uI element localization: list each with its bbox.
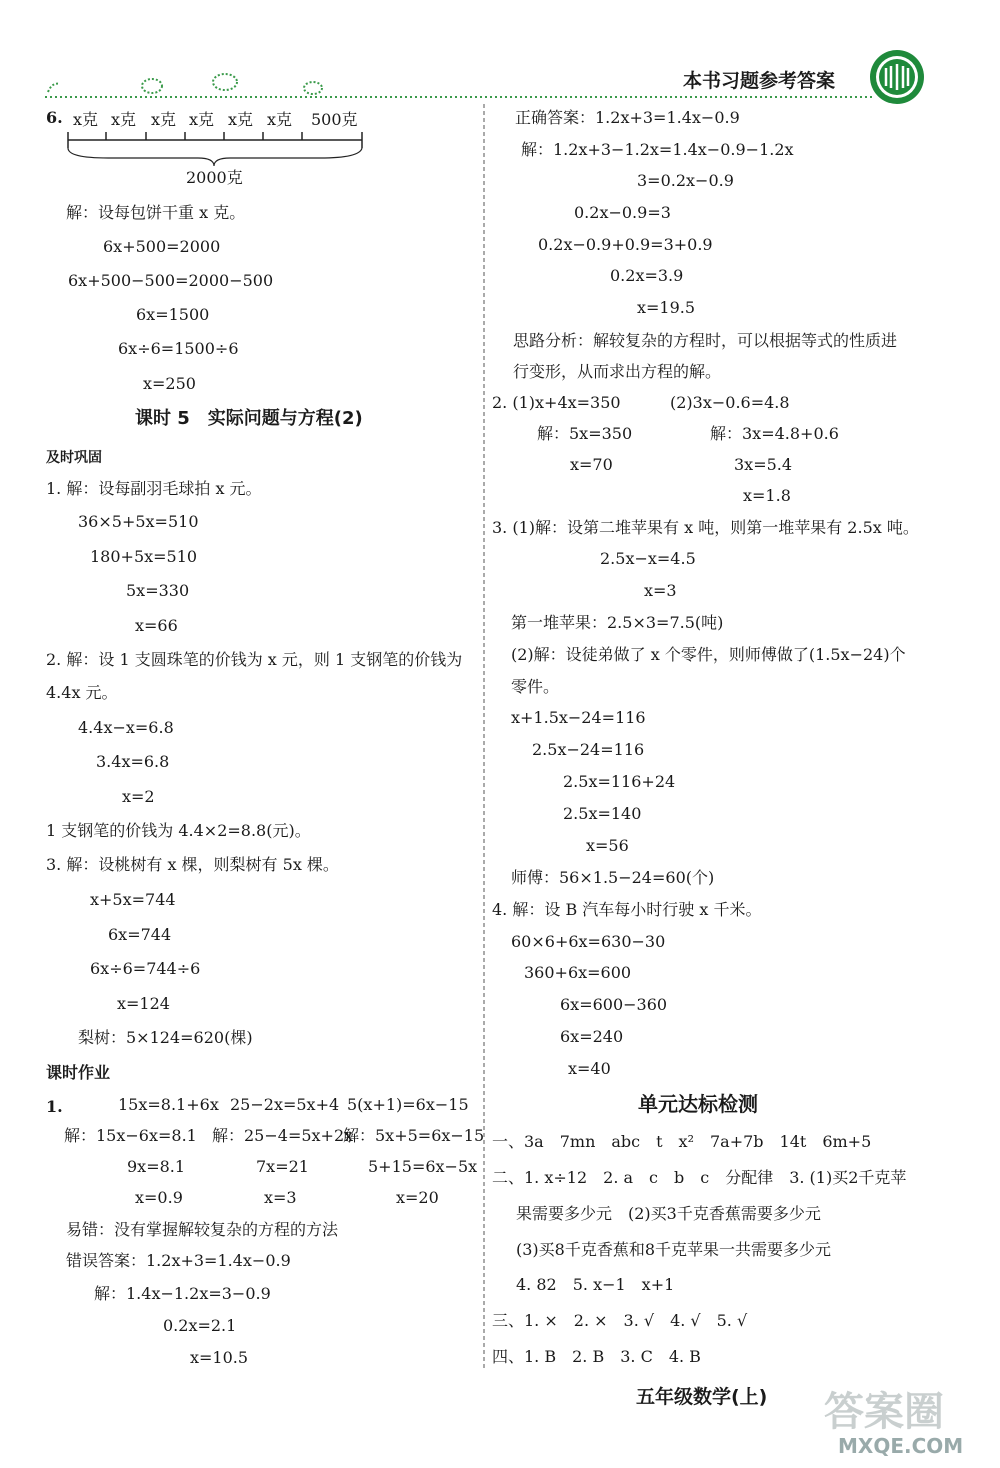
question-line: 4. 解：设 B 汽车每小时行驶 x 千米。 xyxy=(492,900,762,919)
equation-line: 解：15x−6x=8.1 xyxy=(64,1126,197,1145)
section-heading: 课时作业 xyxy=(46,1063,111,1082)
equation-line: 0.2x=2.1 xyxy=(163,1316,237,1335)
equation-line: 0.2x=3.9 xyxy=(610,266,684,285)
equation-line: 2.5x−24=116 xyxy=(532,740,645,759)
question-line: 3. (1)解：设第二堆苹果有 x 吨，则第一堆苹果有 2.5x 吨。 xyxy=(492,518,919,537)
header-title: 本书习题参考答案 xyxy=(683,70,836,92)
answer-line: 一、3a 7mn abc t x² 7a+7b 14t 6m+5 xyxy=(492,1132,872,1151)
equation-line: x=1.8 xyxy=(743,486,791,505)
equation-line: x=70 xyxy=(570,455,613,474)
note-line: 思路分析：解较复杂的方程时，可以根据等式的性质进 xyxy=(513,331,898,350)
note-line: 易错：没有掌握解较复杂的方程的方法 xyxy=(66,1220,339,1239)
solution-line: 梨树：5×124=620(棵) xyxy=(78,1028,253,1047)
segment-label: x克 xyxy=(189,110,215,129)
equation-line: 2.5x=140 xyxy=(563,804,642,823)
equation-line: 360+6x=600 xyxy=(524,963,632,982)
equation-line: x=56 xyxy=(586,836,629,855)
equation-line: 60×6+6x=630−30 xyxy=(511,932,666,951)
equation-line: 25−2x=5x+4 xyxy=(230,1095,340,1114)
equation-line: x=0.9 xyxy=(135,1188,183,1207)
answer-line: 三、1. × 2. × 3. √ 4. √ 5. √ xyxy=(492,1311,748,1330)
equation-line: 6x=744 xyxy=(108,925,172,944)
header-dotted-rule xyxy=(0,0,1000,110)
question-line: 2. (1)x+4x=350 xyxy=(492,393,621,412)
equation-line: 3.4x=6.8 xyxy=(96,752,170,771)
equation-line: 6x÷6=1500÷6 xyxy=(118,339,239,358)
answer-line: (3)买8千克香蕉和8千克苹果一共需要多少元 xyxy=(516,1240,832,1259)
segment-total: 2000克 xyxy=(186,168,243,187)
solution-line: 3. 解：设桃树有 x 棵，则梨树有 5x 棵。 xyxy=(46,855,339,874)
equation-line: 解：1.4x−1.2x=3−0.9 xyxy=(94,1284,271,1303)
footer-grade: 五年级数学(上) xyxy=(636,1386,768,1408)
segment-label: x克 xyxy=(151,110,177,129)
equation-line: 3=0.2x−0.9 xyxy=(637,171,734,190)
equation-line: 解：3x=4.8+0.6 xyxy=(710,424,839,443)
equation-line: 3x=5.4 xyxy=(734,455,793,474)
unit-test-heading: 单元达标检测 xyxy=(638,1092,758,1116)
equation-line: x=250 xyxy=(143,374,196,393)
note-line: 正确答案：1.2x+3=1.4x−0.9 xyxy=(515,108,740,127)
equation-line: 7x=21 xyxy=(256,1157,309,1176)
solution-line: 2. 解：设 1 支圆珠笔的价钱为 x 元，则 1 支钢笔的价钱为 xyxy=(46,650,463,669)
segment-label: 500克 xyxy=(311,110,358,129)
equation-line: x=40 xyxy=(568,1059,611,1078)
solution-line: 解：设每包饼干重 x 克。 xyxy=(66,203,246,222)
equation-line: x=19.5 xyxy=(637,298,696,317)
column-divider xyxy=(482,104,486,1369)
solution-line: 零件。 xyxy=(511,677,560,696)
equation-line: 180+5x=510 xyxy=(90,547,198,566)
section-heading: 及时巩固 xyxy=(46,450,102,466)
question-number: 6. xyxy=(46,108,63,127)
equation-line: x+1.5x−24=116 xyxy=(511,708,646,727)
equation-line: 解：5x+5=6x−15 xyxy=(343,1126,485,1145)
segment-label: x克 xyxy=(228,110,254,129)
solution-line: 第一堆苹果：2.5×3=7.5(吨) xyxy=(511,613,724,632)
equation-line: x=66 xyxy=(135,616,178,635)
equation-line: 2.5x−x=4.5 xyxy=(600,549,696,568)
equation-line: 解：25−4=5x+2x xyxy=(212,1126,354,1145)
equation-line: 5+15=6x−5x xyxy=(368,1157,478,1176)
watermark-url: MXQE.COM xyxy=(838,1434,964,1458)
equation-line: 36×5+5x=510 xyxy=(78,512,199,531)
segment-label: x克 xyxy=(267,110,293,129)
solution-line: 1. 解：设每副羽毛球拍 x 元。 xyxy=(46,479,262,498)
equation-line: 6x+500−500=2000−500 xyxy=(68,271,274,290)
equation-line: 解：1.2x+3−1.2x=1.4x−0.9−1.2x xyxy=(521,140,794,159)
equation-line: 15x=8.1+6x xyxy=(118,1095,219,1114)
answer-line: 果需要多少元 (2)买3千克香蕉需要多少元 xyxy=(516,1204,821,1223)
equation-line: 6x=600−360 xyxy=(560,995,668,1014)
question-line: (2)3x−0.6=4.8 xyxy=(670,393,790,412)
note-line: 错误答案：1.2x+3=1.4x−0.9 xyxy=(66,1251,291,1270)
answer-line: 四、1. B 2. B 3. C 4. B xyxy=(492,1347,701,1366)
equation-line: 4.4x−x=6.8 xyxy=(78,718,174,737)
lesson-heading: 课时 5 实际问题与方程(2) xyxy=(135,408,363,429)
equation-line: 0.2x−0.9+0.9=3+0.9 xyxy=(538,235,713,254)
equation-line: 解：5x=350 xyxy=(537,424,633,443)
equation-line: x=124 xyxy=(117,994,170,1013)
note-line: 行变形，从而求出方程的解。 xyxy=(513,362,722,381)
solution-line: 1 支钢笔的价钱为 4.4×2=8.8(元)。 xyxy=(46,821,311,840)
equation-line: x=10.5 xyxy=(190,1348,249,1367)
answer-line: 二、1. x÷12 2. a c b c 分配律 3. (1)买2千克苹 xyxy=(492,1168,907,1187)
equation-line: 6x÷6=744÷6 xyxy=(90,959,201,978)
equation-line: x=3 xyxy=(264,1188,297,1207)
equation-line: 5x=330 xyxy=(126,581,190,600)
equation-line: 9x=8.1 xyxy=(127,1157,186,1176)
segment-label: x克 xyxy=(73,110,99,129)
solution-line: 4.4x 元。 xyxy=(46,683,118,702)
equation-line: x=3 xyxy=(644,581,677,600)
equation-line: 2.5x=116+24 xyxy=(563,772,676,791)
equation-line: x+5x=744 xyxy=(90,890,176,909)
watermark-logo: 答案圈 xyxy=(824,1389,944,1435)
equation-line: 6x=1500 xyxy=(136,305,210,324)
solution-line: (2)解：设徒弟做了 x 个零件，则师傅做了(1.5x−24)个 xyxy=(511,645,906,664)
book-logo-icon xyxy=(868,48,926,106)
equation-line: 5(x+1)=6x−15 xyxy=(347,1095,469,1114)
solution-line: 师傅：56×1.5−24=60(个) xyxy=(511,868,715,887)
answer-line: 4. 82 5. x−1 x+1 xyxy=(516,1275,675,1294)
question-number: 1. xyxy=(46,1097,63,1116)
segment-label: x克 xyxy=(111,110,137,129)
equation-line: x=2 xyxy=(122,787,155,806)
equation-line: 6x=240 xyxy=(560,1027,624,1046)
equation-line: x=20 xyxy=(396,1188,439,1207)
equation-line: 6x+500=2000 xyxy=(103,237,221,256)
equation-line: 0.2x−0.9=3 xyxy=(574,203,671,222)
